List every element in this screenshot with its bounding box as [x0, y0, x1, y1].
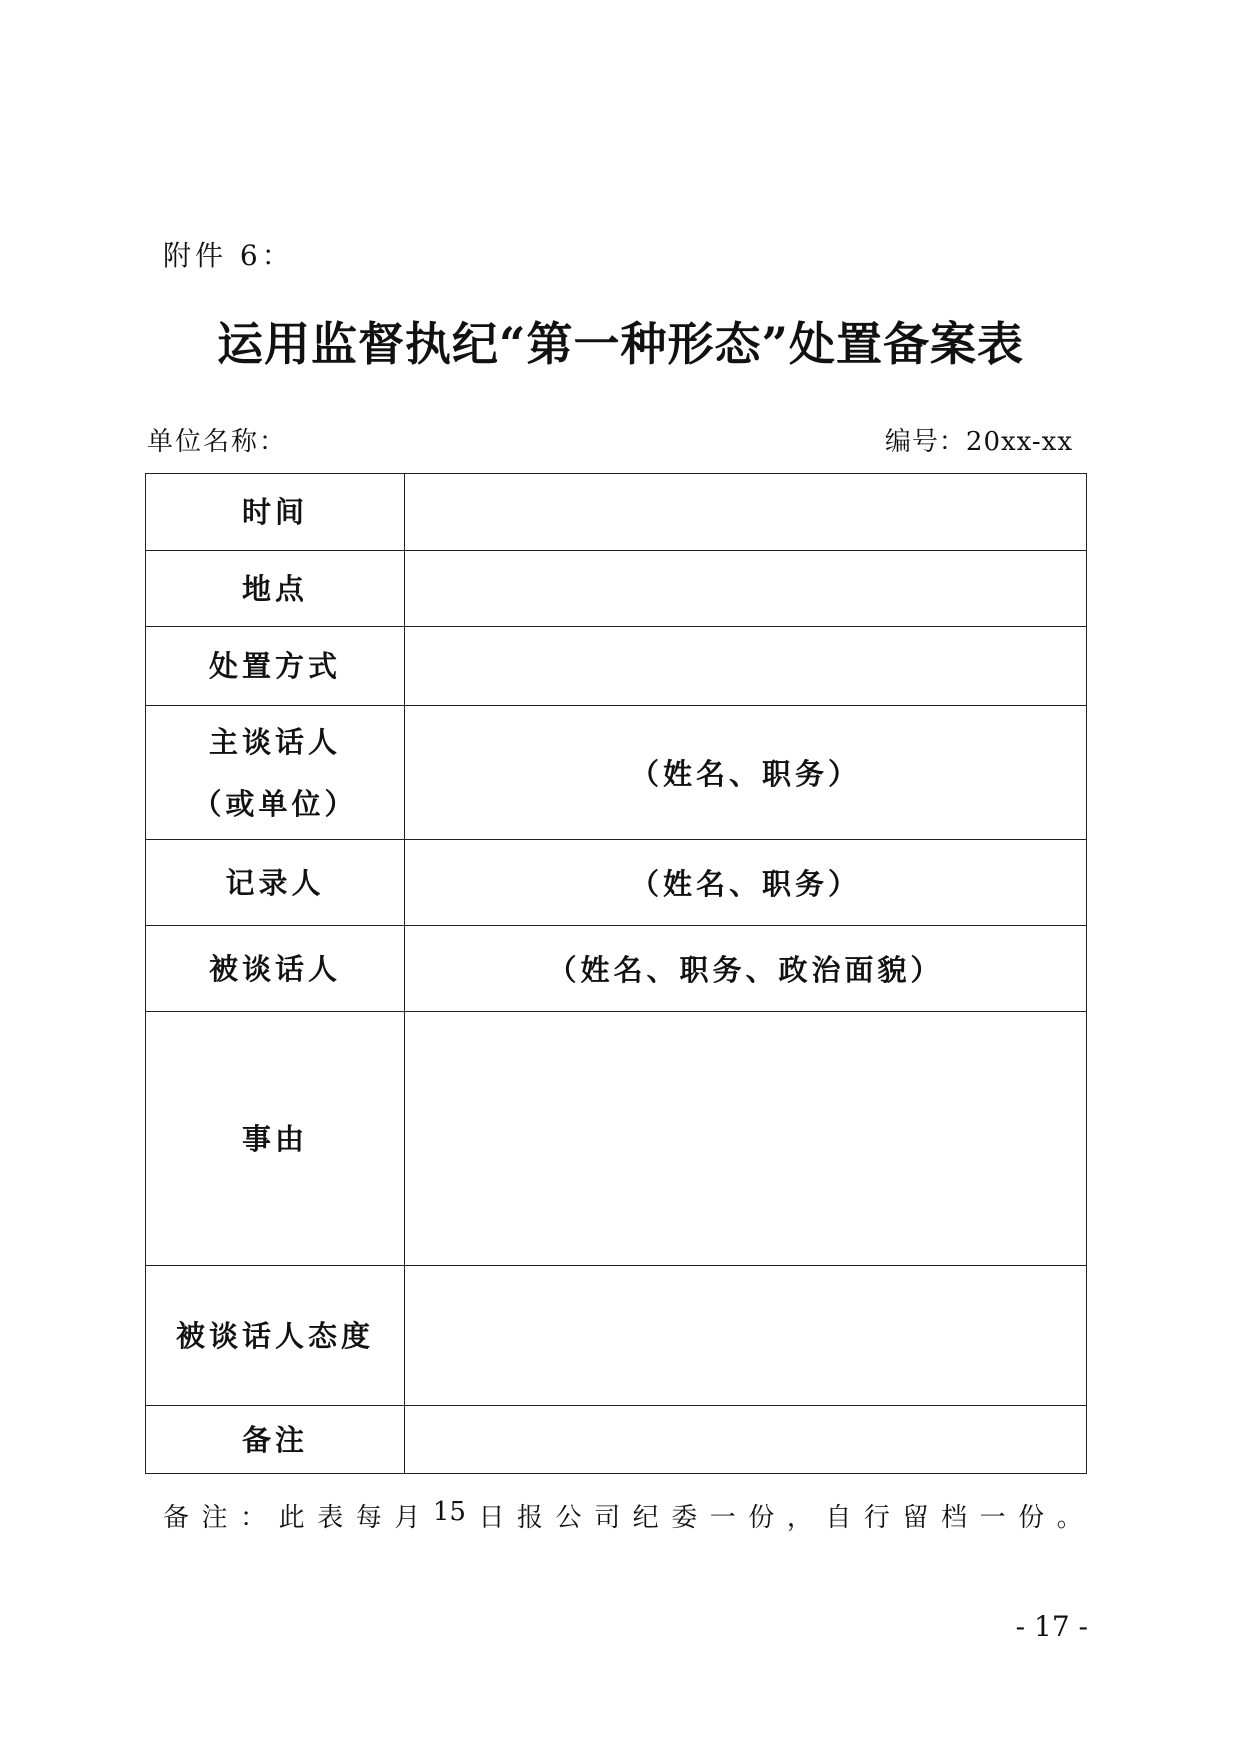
footnote-char: 份: [1018, 1503, 1045, 1533]
row-label-location: [146, 551, 405, 627]
attachment-label: 附件 6：: [163, 239, 294, 272]
row-label-interviewee-attitude: [146, 1266, 405, 1406]
footnote-char: 注: [201, 1503, 228, 1533]
interviewee-attitude-value-field[interactable]: [405, 1266, 1087, 1406]
row-label-text: 主谈话人: [208, 724, 341, 759]
footnote-char: 报: [517, 1503, 544, 1533]
interviewee-value-field[interactable]: （姓名、职务、政治面貌）: [405, 926, 1087, 1012]
footnote-char: 公: [555, 1503, 582, 1533]
table-row: [146, 840, 1087, 926]
row-label-text: 被谈话人态度: [175, 1318, 374, 1353]
table-row: [146, 474, 1087, 551]
row-label-recorder: [146, 840, 405, 926]
remarks-value-field[interactable]: [405, 1406, 1087, 1474]
footnote-char: 日: [478, 1503, 505, 1533]
footnote-char: 档: [941, 1503, 968, 1533]
time-value-field[interactable]: [405, 474, 1087, 551]
row-label-text: 处置方式: [208, 649, 341, 683]
location-value-field[interactable]: [405, 551, 1087, 627]
footnote-char: 留: [902, 1503, 929, 1533]
main-interviewer-value-field[interactable]: （姓名、职务）: [405, 706, 1087, 840]
row-label-main-interviewer: [146, 706, 405, 840]
row-label-interviewee: [146, 926, 405, 1012]
table-row: [146, 706, 1087, 840]
footnote-char: 月: [394, 1503, 421, 1533]
footnote-char: 自: [825, 1503, 852, 1533]
row-label-text: 备注: [241, 1422, 308, 1457]
footnote: [163, 1497, 1083, 1534]
record-form-table: [145, 473, 1087, 1474]
footnote-char: 纪: [632, 1503, 659, 1533]
footnote-char: 份: [748, 1503, 775, 1533]
row-label-handling-method: [146, 627, 405, 706]
footnote-char: 此: [278, 1503, 305, 1533]
document-title: 运用监督执纪“第一种形态”处置备案表: [217, 317, 1024, 371]
row-label-text: （或单位）: [192, 786, 358, 821]
row-label-text: 事由: [241, 1121, 308, 1156]
footnote-char: 表: [317, 1503, 344, 1533]
table-row: [146, 926, 1087, 1012]
footnote-char: 一: [709, 1503, 736, 1533]
footnote-char: ：: [240, 1503, 267, 1533]
row-label-text: 记录人: [225, 865, 325, 900]
reason-value-field[interactable]: [405, 1012, 1087, 1266]
row-label-text: 地点: [241, 571, 308, 606]
footnote-char: 司: [594, 1503, 621, 1533]
row-label-remarks: [146, 1406, 405, 1474]
footnote-char: 15: [432, 1497, 466, 1527]
unit-name-label: 单位名称：: [147, 427, 288, 457]
footnote-char: 委: [671, 1503, 698, 1533]
page-number: - 17 -: [1015, 1610, 1088, 1643]
footnote-char: 行: [863, 1503, 890, 1533]
table-row: [146, 1012, 1087, 1266]
table-row: [146, 1266, 1087, 1406]
table-row: [146, 627, 1087, 706]
handling-method-value-field[interactable]: [405, 627, 1087, 706]
table-row: [146, 551, 1087, 627]
footnote-char: 备: [163, 1503, 190, 1533]
row-label-time: [146, 474, 405, 551]
row-label-reason: [146, 1012, 405, 1266]
serial-number-label: 编号：20xx-xx: [884, 427, 1073, 457]
footnote-char: ，: [786, 1503, 813, 1533]
row-label-text: 被谈话人: [208, 951, 341, 986]
table-row: [146, 1406, 1087, 1474]
row-label-text: 时间: [241, 495, 308, 529]
recorder-value-field[interactable]: （姓名、职务）: [405, 840, 1087, 926]
footnote-char: 。: [1056, 1503, 1083, 1533]
footnote-char: 每: [355, 1503, 382, 1533]
footnote-char: 一: [979, 1503, 1006, 1533]
